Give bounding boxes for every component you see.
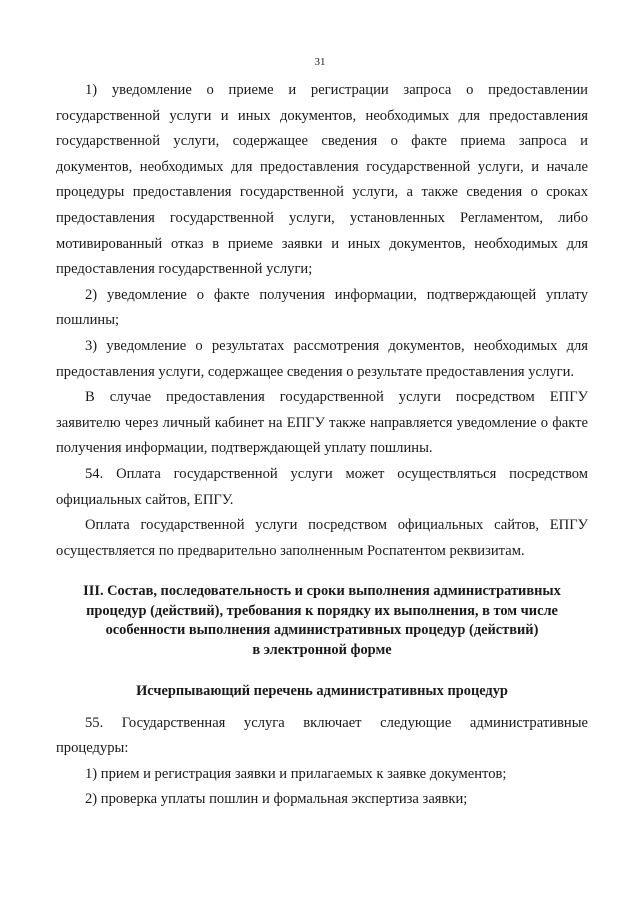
subheading-procedures-list: Исчерпывающий перечень административных процедур	[136, 682, 508, 699]
paragraph-item-55: 55. Государственная услуга включает следующие административные процедуры:	[56, 714, 588, 757]
section-heading-line: III. Состав, последовательность и сроки выполнения административных	[83, 583, 561, 600]
section-heading	[56, 582, 588, 660]
section-heading-line: процедур (действий), требования к порядку их выполнения, в том числе	[86, 602, 558, 619]
paragraph-item-54: 54. Оплата государственной услуги может осуществляться посредством официальных сайтов, ЕПГУ.	[56, 465, 588, 508]
paragraph-notification-receipt: 1) уведомление о приеме и регистрации запроса о предоставлении государственной услуги и иных документов, необходимых для предоставления государственной услуги, содержащее сведения о факте приема запроса и документов, необходимых для предоставления государственной услуги, и начале процедуры предоставления государственной услуги, а также сведения о сроках предоставления государственной услуги, установленных Регламентом, либо мотивированный отказ в приеме заявки и иных документов, необходимых для предоставления государственной услуги;	[56, 82, 588, 278]
document-body	[56, 78, 588, 813]
list-item-procedure: 1) прием и регистрация заявки и прилагаемых к заявке документов;	[85, 765, 507, 782]
section-heading-line: особенности выполнения административных процедур (действий)	[105, 622, 539, 639]
section-heading-line: в электронной форме	[252, 642, 392, 659]
paragraph-payment-details: Оплата государственной услуги посредством официальных сайтов, ЕПГУ осуществляется по предварительно заполненным Роспатентом реквизитам.	[56, 517, 588, 559]
paragraph-notification-results: 3) уведомление о результатах рассмотрения документов, необходимых для предоставления услуги, содержащее сведения о результате предоставления услуги.	[56, 337, 588, 380]
page-number: 31	[314, 56, 326, 68]
paragraph-epgu-case: В случае предоставления государственной услуги посредством ЕПГУ заявителю через личный кабинет на ЕПГУ также направляется уведомление о факте получения информации, подтверждающей уплату пошлины.	[56, 389, 588, 457]
list-item-procedure: 2) проверка уплаты пошлин и формальная экспертиза заявки;	[85, 791, 468, 808]
paragraph-notification-payment: 2) уведомление о факте получения информации, подтверждающей уплату пошлины;	[56, 286, 588, 329]
